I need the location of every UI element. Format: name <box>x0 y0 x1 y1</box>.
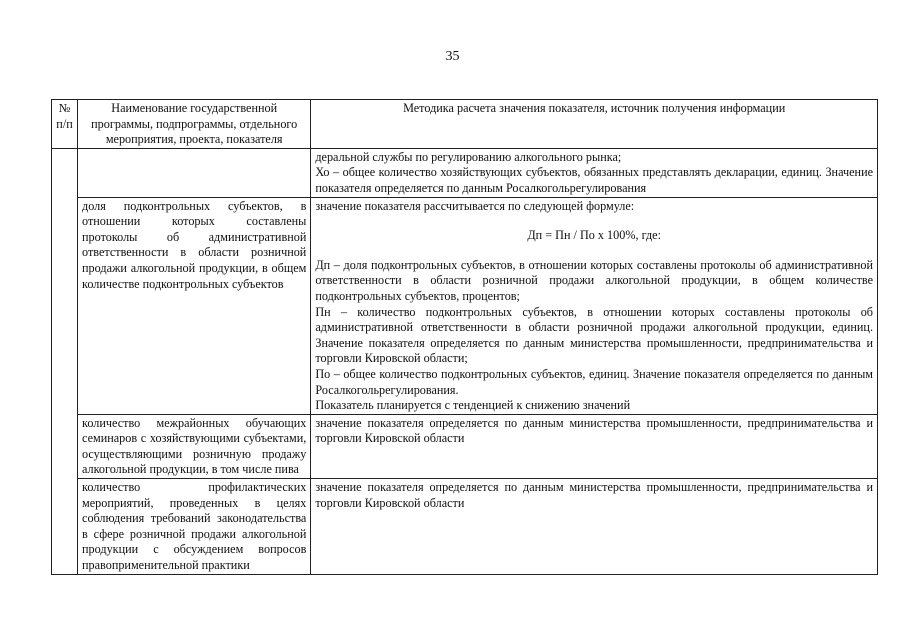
table-row <box>52 479 878 575</box>
method-line: значение показателя определяется по данным министерства промышленности, предпринимательства и торговли Кировской области <box>315 480 873 510</box>
row-name-cell: количество межрайонных обучающих семинаров с хозяйствующими субъектами, осуществляющими розничную продажу алкогольной продукции, в том числе пива <box>78 414 311 478</box>
method-line: Пн – количество подконтрольных субъектов, в отношении которых составлены протоколы об административной ответственности в области розничной продажи алкогольной продукции, единиц. Значение показателя определяется по данным министерства промышленности, предпринимательства и торговли Кировской области; <box>315 304 873 366</box>
formula: Дп = Пн / По х 100%, где: <box>527 228 661 243</box>
method-line: Показатель планируется с тенденцией к снижению значений <box>315 398 631 413</box>
table-row <box>52 197 878 414</box>
row-num-cell <box>52 148 78 574</box>
method-line: значение показателя определяется по данным министерства промышленности, предпринимательства и торговли Кировской области <box>315 415 873 446</box>
row-name-cell <box>78 148 311 197</box>
row-method-cell <box>311 414 878 478</box>
header-method: Методика расчета значения показателя, источник получения информации <box>311 100 878 149</box>
table-header-row <box>52 100 878 149</box>
method-line: деральной службы по регулированию алкогольного рынка; <box>315 149 622 164</box>
row-method-cell <box>311 197 878 414</box>
row-name-cell: количество профилактических мероприятий, проведенных в целях соблюдения требований законодательства в сфере розничной продажи алкогольной продукции с обсуждением вопросов правоприменительной практики <box>78 479 311 575</box>
row-method-cell <box>311 148 878 197</box>
method-line: Дп – доля подконтрольных субъектов, в отношении которых составлены протоколы об административной ответственности в области розничной продажи алкогольной продукции, в общем количестве подконтрольных субъектов, процентов; <box>315 257 873 303</box>
row-name-cell: доля подконтрольных субъектов, в отношении которых составлены протоколы об административной ответственности в области розничной продажи алкогольной продукции, в общем количестве подконтрольных субъектов <box>78 197 311 414</box>
indicator-table <box>51 99 878 575</box>
header-name: Наименование государственной программы, подпрограммы, отдельного мероприятия, проекта, показателя <box>78 100 311 149</box>
table-row <box>52 148 878 197</box>
row-method-cell <box>311 479 878 575</box>
page-number: 35 <box>445 49 460 64</box>
method-line: Хо – общее количество хозяйствующих субъектов, обязанных представлять декларации, единиц. Значение показателя определяется по данным Росалкогольрегулирования <box>315 165 873 195</box>
header-num: № п/п <box>52 100 78 149</box>
table-row <box>52 414 878 478</box>
method-intro: значение показателя рассчитывается по следующей формуле: <box>315 198 635 213</box>
method-line: По – общее количество подконтрольных субъектов, единиц. Значение показателя определяется по данным Росалкогольрегулирования. <box>315 366 873 397</box>
